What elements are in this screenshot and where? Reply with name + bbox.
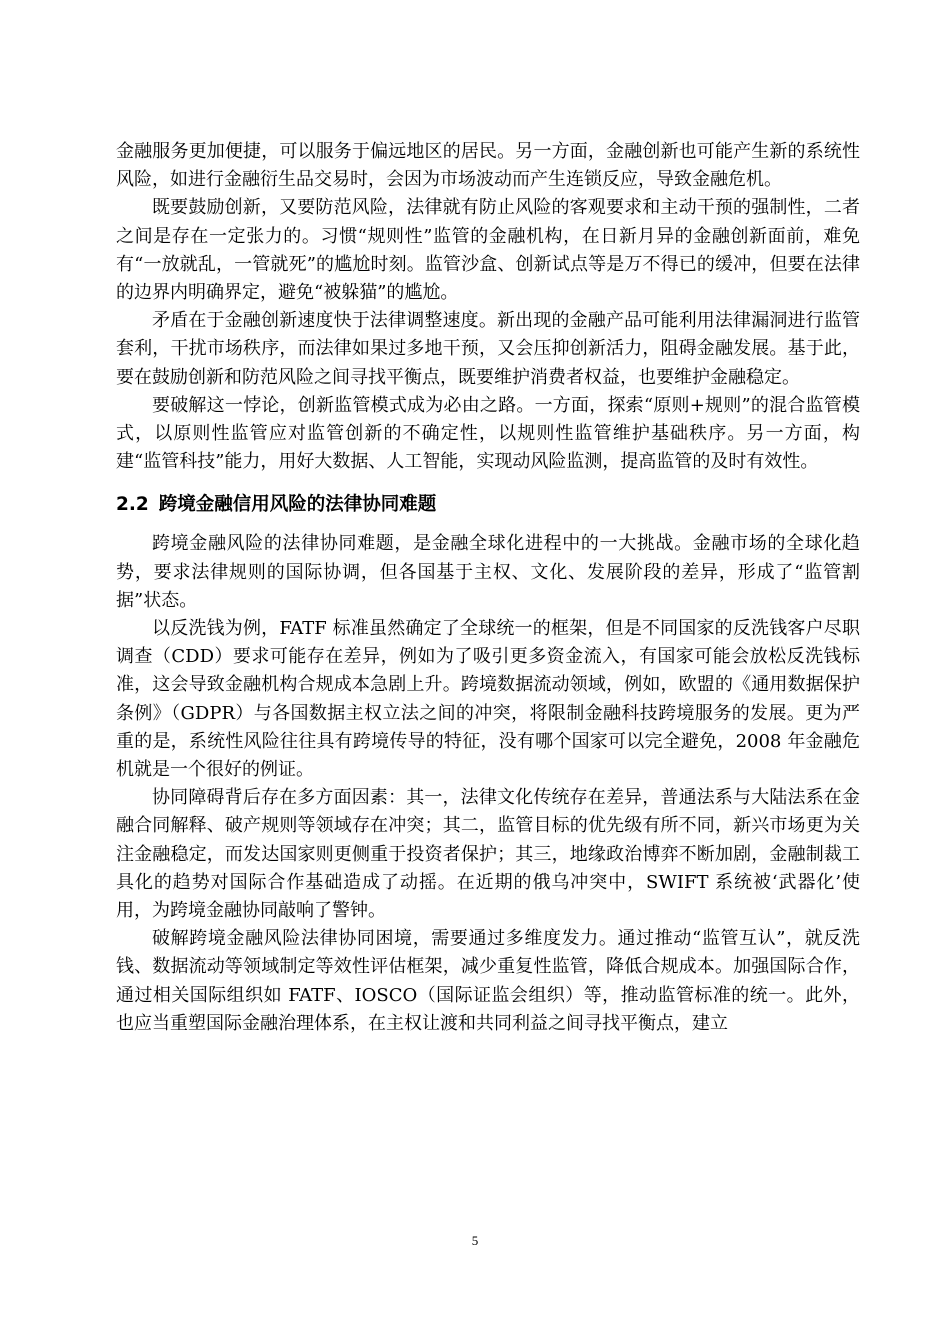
paragraph: 以反洗钱为例，FATF 标准虽然确定了全球统一的框架，但是不同国家的反洗钱客户尽职调查（CDD）要求可能存在差异，例如为了吸引更多资金流入，有国家可能会放松反洗钱标准，这会导致金融机构合规成本急剧上升。跨境数据流动领域，例如，欧盟的《通用数据保护条例》（GDPR）与各国数据主权立法之间的冲突，将限制金融科技跨境服务的发展。更为严重的是，系统性风险往往具有跨境传导的特征，没有哪个国家可以完全避免，2008 年金融危机就是一个很好的例证。 bbox=[116, 618, 860, 781]
section-heading bbox=[116, 491, 860, 519]
section-number: 2.2 bbox=[116, 494, 149, 516]
paragraph: 既要鼓励创新，又要防范风险，法律就有防止风险的客观要求和主动干预的强制性，二者之间是存在一定张力的。习惯“规则性”监管的金融机构，在日新月异的金融创新面前，难免有“一放就乱，一管就死”的尴尬时刻。监管沙盒、创新试点等是万不得已的缓冲，但要在法律的边界内明确界定，避免“被躲猫”的尴尬。 bbox=[116, 197, 860, 304]
paragraph: 破解跨境金融风险法律协同困境，需要通过多维度发力。通过推动“监管互认”，就反洗钱、数据流动等领域制定等效性评估框架，减少重复性监管，降低合规成本。加强国际合作，通过相关国际组织如 FATF、IOSCO（国际证监会组织）等，推动监管标准的统一。此外，也应当重塑国际金融治理体系，在主权让渡和共同利益之间寻找平衡点，建立 bbox=[116, 928, 860, 1034]
paragraph: 矛盾在于金融创新速度快于法律调整速度。新出现的金融产品可能利用法律漏洞进行监管套利，干扰市场秩序，而法律如果过多地干预，又会压抑创新活力，阻碍金融发展。基于此，要在鼓励创新和防范风险之间寻找平衡点，既要维护消费者权益，也要维护金融稳定。 bbox=[116, 310, 860, 388]
paragraph-continued: 金融服务更加便捷，可以服务于偏远地区的居民。另一方面，金融创新也可能产生新的系统性风险，如进行金融衍生品交易时，会因为市场波动而产生连锁反应，导致金融危机。 bbox=[116, 141, 860, 191]
section-title: 跨境金融信用风险的法律协同难题 bbox=[158, 494, 437, 516]
paragraph: 跨境金融风险的法律协同难题，是金融全球化进程中的一大挑战。金融市场的全球化趋势，要求法律规则的国际协调，但各国基于主权、文化、发展阶段的差异，形成了“监管割据”状态。 bbox=[116, 533, 860, 611]
paragraph: 协同障碍背后存在多方面因素：其一，法律文化传统存在差异，普通法系与大陆法系在金融合同解释、破产规则等领域存在冲突；其二，监管目标的优先级有所不同，新兴市场更为关注金融稳定，而发达国家则更侧重于投资者保护；其三，地缘政治博弈不断加剧，金融制裁工具化的趋势对国际合作基础造成了动摇。在近期的俄乌冲突中，SWIFT 系统被‘武器化’使用，为跨境金融协同敲响了警钟。 bbox=[116, 787, 860, 922]
document-page bbox=[116, 138, 860, 1038]
page-number: 5 bbox=[471, 1233, 479, 1248]
paragraph: 要破解这一悖论，创新监管模式成为必由之路。一方面，探索“原则+规则”的混合监管模式，以原则性监管应对监管创新的不确定性，以规则性监管维护基础秩序。另一方面，构建“监管科技”能力，用好大数据、人工智能，实现动风险监测，提高监管的及时有效性。 bbox=[116, 394, 860, 473]
